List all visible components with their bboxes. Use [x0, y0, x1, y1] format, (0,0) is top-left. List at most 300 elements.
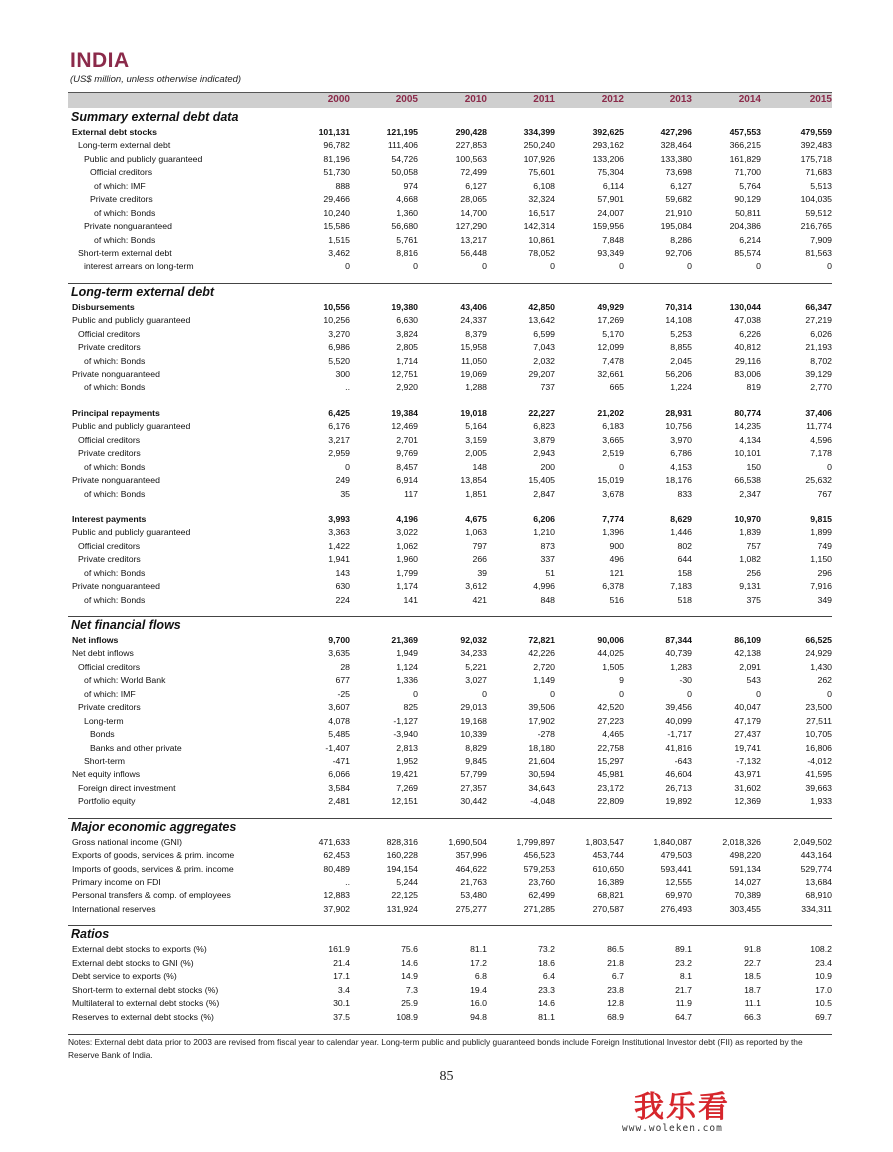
table-cell: 1,124	[396, 661, 418, 672]
table-cell: 5,485	[328, 729, 350, 740]
table-cell: 0	[827, 688, 832, 699]
table-cell: 21.7	[675, 984, 692, 995]
table-cell: 121,195	[386, 127, 418, 137]
row-label: Public and publicly guaranteed	[84, 153, 203, 164]
table-row	[68, 674, 832, 687]
table-cell: 2,813	[396, 742, 418, 753]
table-cell: 392,625	[592, 127, 624, 137]
table-row	[68, 139, 832, 152]
table-cell: 1,839	[739, 527, 761, 538]
table-cell: 6,127	[465, 180, 487, 191]
table-cell: 479,559	[800, 127, 832, 137]
table-row	[68, 876, 832, 889]
row-label: Public and publicly guaranteed	[72, 421, 191, 432]
row-label: Private creditors	[90, 194, 153, 205]
year-column-header: 2012	[601, 94, 624, 105]
table-cell: 27,219	[805, 315, 832, 326]
table-cell: 6,378	[602, 581, 624, 592]
table-cell: 35	[340, 488, 350, 499]
table-cell: 10,756	[665, 421, 692, 432]
table-cell: 1,283	[670, 661, 692, 672]
table-cell: 22,758	[597, 742, 624, 753]
table-cell: 2,720	[533, 661, 555, 672]
country-title: INDIA	[70, 49, 130, 72]
table-cell: 12,099	[597, 342, 624, 353]
table-cell: 392,483	[800, 140, 832, 151]
table-row	[68, 153, 832, 166]
table-cell: 0	[345, 261, 350, 272]
table-cell: 0	[550, 688, 555, 699]
table-cell: 14.6	[401, 957, 418, 968]
table-cell: 19,421	[391, 769, 418, 780]
table-cell: 271,285	[523, 903, 555, 914]
table-cell: 49,929	[597, 301, 624, 312]
table-cell: 496	[609, 554, 624, 565]
table-cell: 161.9	[328, 944, 350, 955]
table-cell: 14,108	[665, 315, 692, 326]
table-row	[68, 889, 832, 902]
table-cell: 3,363	[328, 527, 350, 538]
table-row	[68, 314, 832, 327]
table-cell: 249	[335, 475, 350, 486]
table-cell: 111,406	[387, 140, 418, 151]
row-label: of which: IMF	[84, 688, 136, 699]
table-cell: 7,043	[533, 342, 555, 353]
table-cell: 900	[609, 540, 624, 551]
table-row	[68, 594, 832, 607]
table-cell: 665	[609, 382, 624, 393]
table-cell: 108.2	[810, 944, 832, 955]
table-cell: 54,726	[391, 153, 418, 164]
table-row	[68, 849, 832, 862]
table-cell: 17.1	[333, 971, 350, 982]
table-cell: 57,799	[460, 769, 487, 780]
table-cell: 10,705	[805, 729, 832, 740]
table-cell: 819	[746, 382, 761, 393]
table-cell: 1,840,087	[653, 836, 692, 847]
row-label: Debt service to exports (%)	[72, 971, 177, 982]
table-cell: 300	[335, 369, 350, 379]
table-cell: 19,892	[665, 796, 692, 807]
table-cell: 4,134	[739, 434, 761, 445]
table-cell: 16,389	[597, 877, 624, 887]
table-cell: 80,489	[323, 863, 350, 874]
table-cell: 69,970	[665, 890, 692, 901]
table-cell: 86.5	[607, 944, 624, 955]
table-cell: 2,481	[328, 796, 350, 807]
table-cell: 3,584	[328, 782, 350, 793]
table-cell: 19,069	[460, 369, 487, 379]
table-cell: 22,227	[528, 407, 555, 418]
table-row	[68, 207, 832, 220]
table-cell: 26,713	[665, 782, 692, 793]
table-cell: 40,739	[665, 648, 692, 659]
table-cell: 0	[756, 261, 761, 272]
table-cell: 51	[545, 567, 555, 578]
year-column-header: 2000	[327, 94, 350, 105]
table-cell: 2,005	[465, 448, 487, 459]
table-cell: 4,153	[670, 461, 692, 472]
row-label: of which: Bonds	[84, 488, 146, 499]
year-header-bar	[68, 92, 832, 108]
table-cell: 767	[817, 488, 832, 499]
table-cell: 18,176	[665, 475, 692, 486]
table-cell: 591,134	[729, 863, 761, 874]
table-cell: 1,851	[465, 488, 487, 499]
table-cell: 4,596	[810, 434, 832, 445]
table-cell: 46,604	[665, 769, 692, 780]
table-cell: 133,206	[592, 153, 624, 164]
table-row	[68, 260, 832, 273]
table-cell: 13,642	[528, 315, 555, 326]
table-cell: 12,469	[391, 421, 418, 432]
table-cell: 43,971	[734, 769, 761, 780]
row-label: Short-term to external debt stocks (%)	[72, 984, 219, 995]
table-cell: 39,129	[805, 369, 832, 379]
table-row	[68, 328, 832, 341]
table-cell: 0	[619, 461, 624, 472]
section-heading: Major economic aggregates	[68, 818, 832, 836]
year-column-header: 2013	[669, 94, 692, 105]
table-cell: 30.1	[333, 998, 350, 1009]
table-cell: 30,442	[460, 796, 487, 807]
table-cell: 303,455	[729, 903, 761, 914]
table-cell: 18.6	[538, 957, 555, 968]
table-cell: 90,129	[734, 194, 761, 205]
table-cell: 6,226	[739, 328, 761, 339]
table-cell: 204,386	[729, 221, 761, 232]
row-label: Portfolio equity	[78, 796, 136, 807]
table-cell: 6,108	[533, 180, 555, 191]
table-cell: 56,206	[665, 369, 692, 379]
table-cell: 40,099	[665, 715, 692, 726]
table-cell: 15,297	[597, 755, 624, 766]
table-cell: 37,406	[805, 407, 832, 418]
table-cell: 6,127	[670, 180, 692, 191]
table-cell: 27,511	[806, 715, 832, 726]
table-cell: 22,125	[391, 890, 418, 901]
table-cell: 2,959	[328, 448, 350, 459]
table-cell: 8,855	[670, 342, 692, 353]
table-cell: 9,769	[396, 448, 418, 459]
table-cell: 5,170	[602, 328, 624, 339]
table-cell: 1,396	[602, 527, 624, 538]
row-label: Public and publicly guaranteed	[72, 527, 191, 538]
table-row	[68, 688, 832, 701]
row-label: Private creditors	[78, 342, 141, 353]
table-cell: 41,595	[805, 769, 832, 780]
table-cell: 160,228	[386, 850, 418, 861]
table-row	[68, 474, 832, 487]
table-cell: 4,668	[396, 194, 418, 205]
table-cell: 6.7	[611, 971, 624, 982]
table-cell: 2,091	[739, 661, 761, 672]
table-cell: 6,114	[602, 180, 624, 191]
table-row	[68, 166, 832, 179]
table-cell: ..	[345, 877, 350, 887]
table-cell: 42,850	[528, 301, 555, 312]
table-cell: 11.1	[744, 998, 761, 1009]
row-label: Exports of goods, services & prim. income	[72, 850, 235, 861]
table-cell: 0	[827, 461, 832, 472]
table-cell: 39,663	[805, 782, 832, 793]
table-cell: 6,823	[533, 421, 555, 432]
table-cell: 5,513	[810, 180, 832, 191]
table-row	[68, 634, 832, 647]
row-label: interest arrears on long-term	[84, 261, 194, 272]
table-cell: 802	[677, 540, 692, 551]
table-cell: 37.5	[333, 1011, 350, 1022]
table-row	[68, 553, 832, 566]
table-cell: 516	[609, 594, 624, 605]
table-cell: 3.4	[337, 984, 350, 995]
year-column-header: 2005	[395, 94, 418, 105]
table-cell: 131,924	[386, 903, 418, 914]
table-row	[68, 782, 832, 795]
row-label: Banks and other private	[90, 742, 182, 753]
table-cell: 75,601	[528, 167, 555, 178]
table-cell: 8,829	[465, 742, 487, 753]
table-cell: 0	[550, 261, 555, 272]
table-row	[68, 661, 832, 674]
table-cell: 19,741	[734, 742, 761, 753]
row-label: Net inflows	[72, 635, 119, 645]
table-cell: 216,765	[800, 221, 832, 232]
table-row	[68, 220, 832, 233]
table-cell: 3,027	[465, 675, 487, 686]
table-cell: 1,082	[739, 554, 761, 565]
table-cell: 44,025	[597, 648, 624, 659]
table-cell: -278	[537, 729, 555, 740]
table-cell: 14.6	[538, 998, 555, 1009]
table-cell: 158	[677, 567, 692, 578]
units-subtitle: (US$ million, unless otherwise indicated)	[70, 74, 242, 85]
table-cell: 828,316	[386, 836, 418, 847]
table-cell: 24,929	[805, 648, 832, 659]
table-cell: 256	[746, 567, 761, 578]
row-label: Private nonguaranteed	[72, 581, 160, 592]
table-cell: 4,465	[602, 729, 624, 740]
table-cell: 6,214	[739, 234, 761, 245]
table-row	[68, 513, 832, 526]
table-cell: 1,803,547	[585, 836, 624, 847]
table-cell: 337	[540, 554, 555, 565]
table-cell: 6,914	[396, 475, 418, 486]
table-cell: 28,931	[665, 407, 692, 418]
section-heading: Net financial flows	[68, 616, 832, 634]
table-cell: 456,523	[523, 850, 555, 861]
table-cell: 5,164	[465, 421, 487, 432]
table-cell: 334,399	[523, 127, 555, 137]
table-cell: 43,406	[460, 301, 487, 312]
table-cell: 1,430	[810, 661, 832, 672]
table-cell: 56,680	[391, 221, 418, 232]
table-cell: 15,958	[460, 342, 487, 353]
table-cell: 453,744	[592, 850, 624, 861]
table-cell: 29,013	[460, 702, 487, 713]
table-cell: 276,493	[660, 903, 692, 914]
table-cell: 10,240	[323, 207, 350, 218]
table-cell: 1,799	[396, 567, 418, 578]
table-cell: 16,806	[805, 742, 832, 753]
table-cell: 2,347	[739, 488, 761, 499]
table-cell: 42,520	[597, 702, 624, 713]
row-label: of which: Bonds	[94, 234, 156, 245]
table-cell: 23.8	[607, 984, 624, 995]
table-cell: 19,168	[460, 715, 487, 726]
table-cell: 21.4	[333, 957, 350, 968]
table-cell: 7,478	[602, 355, 624, 366]
table-cell: 133,380	[660, 153, 692, 164]
table-cell: 27,357	[460, 782, 487, 793]
table-cell: 6,425	[328, 407, 350, 418]
table-cell: 825	[403, 702, 418, 713]
table-cell: 1,949	[396, 648, 418, 659]
table-cell: 3,217	[328, 434, 350, 445]
row-spacer	[68, 395, 832, 407]
table-cell: 8.1	[679, 971, 692, 982]
table-cell: -471	[332, 755, 350, 766]
table-cell: 610,650	[592, 863, 624, 874]
table-row	[68, 1011, 832, 1024]
table-cell: 227,853	[455, 140, 487, 151]
table-cell: 12,369	[734, 796, 761, 807]
table-row	[68, 728, 832, 741]
table-cell: 5,764	[739, 180, 761, 191]
section-heading: Ratios	[68, 925, 832, 943]
year-column-header: 2010	[464, 94, 487, 105]
table-cell: 10,101	[734, 448, 761, 459]
table-cell: 6,176	[328, 421, 350, 432]
table-row	[68, 836, 832, 849]
table-cell: 17.2	[470, 957, 487, 968]
table-cell: 593,441	[660, 863, 692, 874]
table-cell: 21,910	[665, 207, 692, 218]
table-cell: 23,760	[528, 877, 555, 887]
table-cell: 13,684	[805, 877, 832, 887]
row-label: Multilateral to external debt stocks (%)	[72, 998, 220, 1009]
page-number: 85	[439, 1069, 454, 1084]
table-cell: -3,940	[393, 729, 418, 740]
row-label: of which: Bonds	[84, 355, 146, 366]
table-cell: 72,821	[528, 635, 555, 645]
row-label: Reserves to external debt stocks (%)	[72, 1011, 214, 1022]
table-cell: 529,774	[800, 863, 832, 874]
table-cell: 5,221	[465, 661, 487, 672]
row-label: Long-term external debt	[78, 140, 171, 151]
table-cell: 14,700	[460, 207, 487, 218]
table-cell: 21,604	[528, 755, 555, 766]
table-cell: 296	[817, 567, 832, 578]
table-cell: 630	[335, 581, 350, 592]
table-cell: 270,587	[592, 903, 624, 914]
table-cell: 1,224	[670, 382, 692, 393]
table-cell: 17,902	[528, 715, 555, 726]
row-label: Interest payments	[72, 513, 147, 524]
table-cell: 457,553	[729, 127, 761, 137]
table-cell: 117	[404, 488, 418, 499]
table-cell: 19,018	[460, 407, 487, 418]
row-label: Private creditors	[78, 702, 141, 713]
table-cell: 62,499	[528, 890, 555, 901]
table-cell: 1,714	[396, 355, 418, 366]
table-cell: 16,517	[528, 207, 555, 218]
table-cell: 13,854	[460, 475, 487, 486]
table-cell: 161,829	[729, 153, 761, 164]
table-cell: 1,690,504	[448, 836, 487, 847]
table-cell: 5,244	[396, 877, 418, 887]
table-cell: 6,026	[810, 328, 832, 339]
table-cell: -25	[337, 688, 350, 699]
table-cell: 71,700	[734, 167, 761, 178]
row-label: Private nonguaranteed	[72, 369, 160, 379]
table-cell: 3,970	[670, 434, 692, 445]
table-cell: 92,706	[665, 247, 692, 258]
row-label: Official creditors	[90, 167, 153, 178]
table-cell: 39	[477, 567, 487, 578]
table-cell: 69.7	[815, 1011, 832, 1022]
table-cell: 250,240	[523, 140, 555, 151]
row-label: Foreign direct investment	[78, 782, 176, 793]
table-cell: 2,805	[396, 342, 418, 353]
row-label: International reserves	[72, 903, 156, 914]
table-cell: 848	[540, 594, 555, 605]
table-cell: 3,462	[328, 247, 350, 258]
table-cell: 11,050	[461, 355, 487, 366]
table-cell: 68,821	[597, 890, 624, 901]
table-cell: 349	[817, 594, 832, 605]
table-cell: 85,574	[734, 247, 761, 258]
table-row	[68, 957, 832, 970]
table-cell: 10,556	[323, 301, 350, 312]
row-label: of which: Bonds	[84, 567, 146, 578]
table-cell: 1,062	[396, 540, 418, 551]
table-cell: 2,920	[396, 382, 418, 393]
table-cell: 6,066	[328, 769, 350, 780]
table-cell: 543	[746, 675, 761, 686]
table-row	[68, 234, 832, 247]
table-cell: 737	[540, 382, 555, 393]
table-cell: 34,643	[528, 782, 555, 793]
table-cell: 21,763	[460, 877, 487, 887]
table-cell: 22.7	[744, 957, 761, 968]
table-cell: 19,384	[391, 407, 418, 418]
table-cell: 80,774	[734, 407, 761, 418]
table-cell: 427,296	[660, 127, 692, 137]
table-cell: 9,845	[465, 755, 487, 766]
row-label: of which: World Bank	[84, 675, 166, 686]
table-row	[68, 341, 832, 354]
table-row	[68, 580, 832, 593]
table-cell: 81,563	[805, 247, 832, 258]
table-cell: 10.5	[815, 998, 832, 1009]
table-cell: 51,730	[323, 167, 350, 178]
table-cell: 888	[335, 180, 350, 191]
table-cell: 7,916	[810, 581, 832, 592]
table-cell: 6,986	[328, 342, 350, 353]
table-cell: 3,022	[396, 527, 418, 538]
row-label: Private nonguaranteed	[72, 475, 160, 486]
table-row	[68, 742, 832, 755]
table-cell: 22,809	[597, 796, 624, 807]
table-cell: 28	[340, 661, 350, 672]
table-cell: 1,505	[602, 661, 624, 672]
row-label: Short-term external debt	[78, 247, 172, 258]
table-cell: 2,032	[533, 355, 555, 366]
table-cell: 71,683	[805, 167, 832, 178]
table-cell: 974	[403, 180, 418, 191]
debt-table	[68, 109, 832, 1024]
